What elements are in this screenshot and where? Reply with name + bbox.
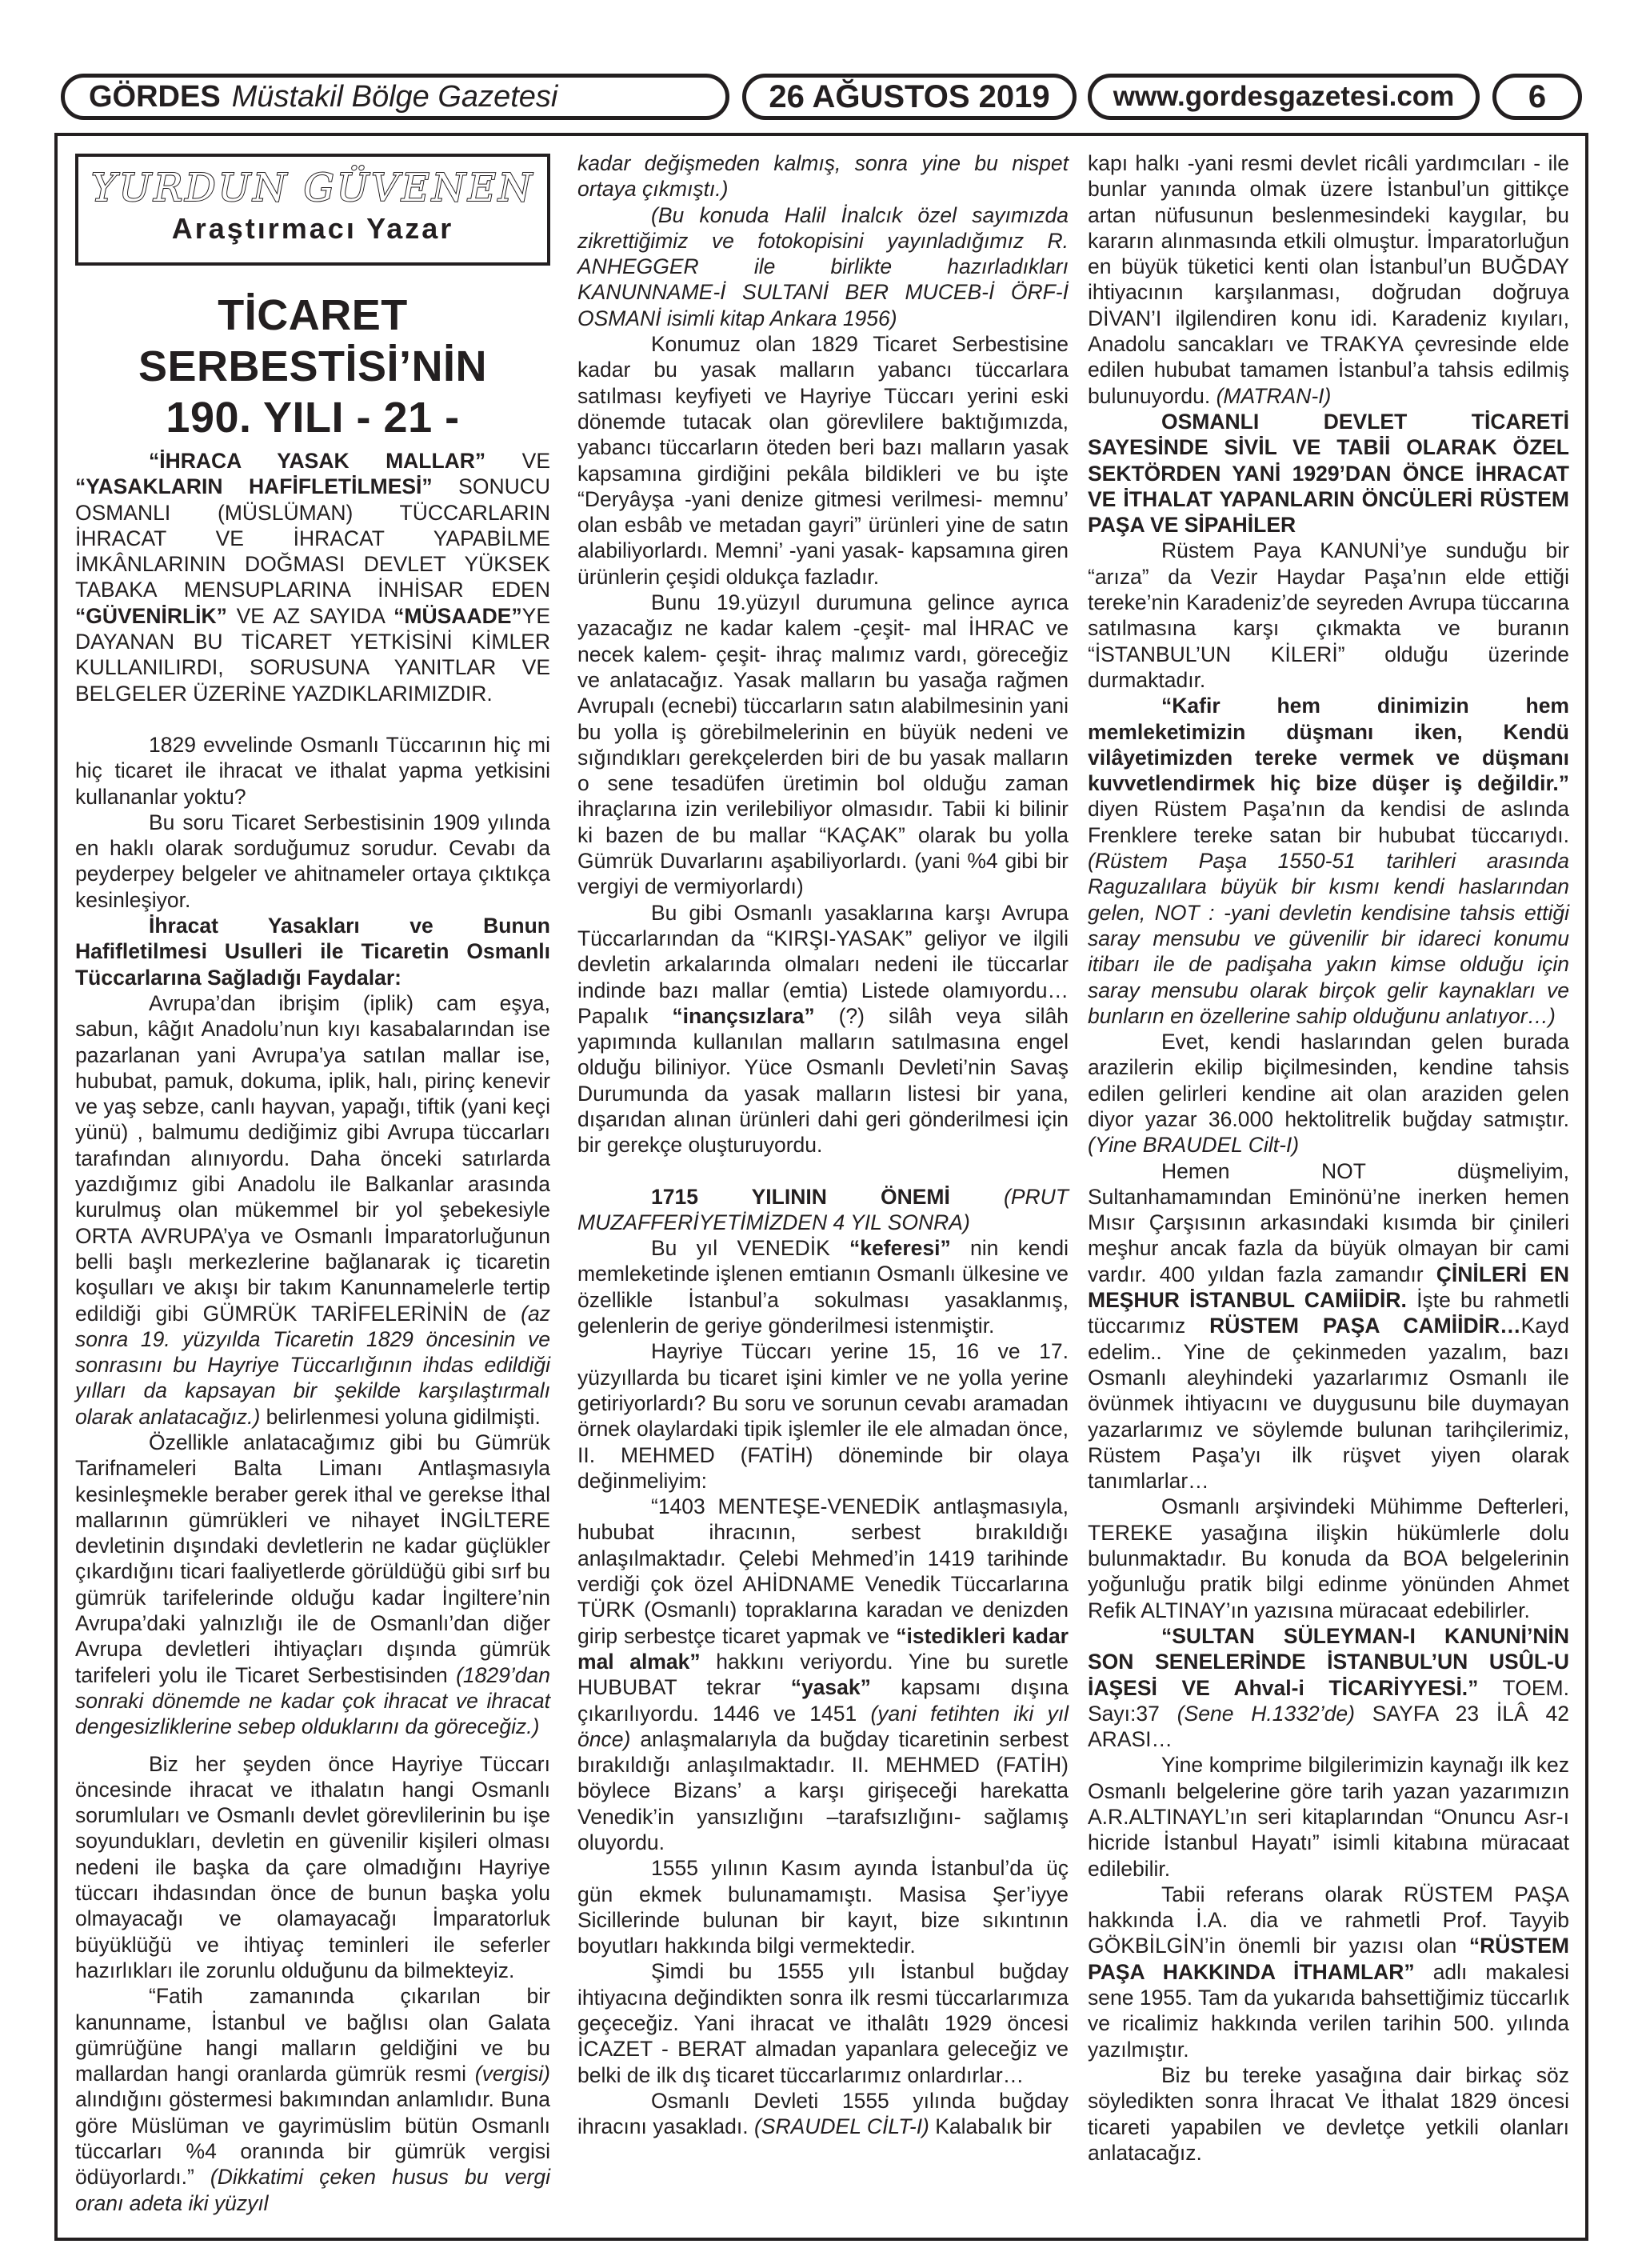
paragraph: [75, 1430, 550, 1740]
paragraph: [75, 1983, 550, 2216]
columnist-name: YURDUN GÜVENEN: [90, 166, 534, 210]
text-run: (yani fetihten iki yıl önce): [577, 1701, 1069, 1751]
text-run: Bu gibi Osmanlı yasaklarına karşı Avrupa Tüccarlarından da “KIRŞI-YASAK” geliyor ve ilgili devletin arkalarında olmaları nedeni ile tüccarlar indinde bazı mallar (emtia) Listede olamıyordu… Papalık: [577, 900, 1069, 1028]
text-run: kapsamı dışına çıkarılıyordu. 1446 ve 1451: [577, 1675, 1069, 1726]
text-run: (PRUT MUZAFFERİYETİMİZDEN 4 YIL SONRA): [577, 1184, 1069, 1234]
text-run: (Sene H.1332’de): [1177, 1701, 1355, 1726]
text-run: ÇİNİLERİ EN MEŞHUR İSTANBUL CAMİİDİR.: [1088, 1262, 1569, 1313]
text-run: (Rüstem Paşa 1550-51 tarihleri arasında Raguzalılara büyük bir kısmı kendi haslarından gelen, NOT : -yani devletin kendisine tahsis ettiği saray mensubu ve güvenilir bir idareci konumu itibarı ile de padişaha yakın kimse olduğu için saray mensubu olarak birçok gelir kaynakları ve bunların en özellerine sahip olduğunu anlatıyor…): [1088, 849, 1569, 1028]
text-run: hakkını veriyordu. Yine bu suretle HUBUBAT tekrar: [577, 1649, 1069, 1700]
section-heading: [577, 1184, 1069, 1236]
paragraph: [1088, 693, 1569, 1029]
intro-part: “GÜVENİRLİK”: [75, 603, 227, 628]
paragraph: [577, 1235, 1069, 1338]
text-run: “yasak”: [790, 1675, 871, 1700]
frame-bottom-rule: [54, 2238, 1588, 2241]
article-headline: [75, 290, 550, 443]
page-number-pill: [1492, 74, 1582, 120]
paragraph: Osmanlı arşivindeki Mühimme Defterleri, TEREKE yasağına ilişkin hükümlerle dolu bulunmaktadır. Bu konuda da BOA belgelerinin yoğunluğu pratik bilgi edinme yönünden Ahmet Refik ALTINAY’ın yazısına müracaat edebilirler.: [1088, 1494, 1569, 1622]
paragraph: 1555 yılının Kasım ayında İstanbul’da üç gün ekmek bulunamamıştı. Masisa Şer’iyye Sicillerinde bulunan bir kayıt, bize sıkıntının boyutları hakkında bilgi vermektedir.: [577, 1856, 1069, 1958]
paragraph: [1088, 150, 1569, 409]
text-run: RÜSTEM PAŞA CAMİİDİR…: [1209, 1314, 1521, 1338]
paragraph: Bunu 19.yüzyıl durumuna gelince ayrıca yazacağız ne kadar kalem -çeşit- mal İHRAC ve necek kalem- çeşit- ihraç malımız vardı, göreceğiz ve anlatacağız. Yasak malların bu yasağa rağmen Avrupalı (ecnebi) tüccarların satın alabilmesinin yani bu yolla iş görebilmelerinin en büyük nedeni ve sığındıkları gerekçelerden biri de bu yasak malların o sene tesadüfen üretimin bol olduğu zaman ihraçlarına izin verilebiliyor olmasıdır. Tabii ki bilinir ki bazen de bu mallar “KAÇAK” olarak bu yolla Gümrük Duvarlarını aşabiliyorlardı. (yani %4 gibi bir vergiyi de vermiyorlardı): [577, 590, 1069, 899]
text-run: (1829’dan sonraki dönemde ne kadar çok ihracat ve ihracat dengesizliklerine sebep olduklarını da göreceğiz.): [75, 1662, 550, 1739]
text-run: (?) silâh veya silâh yapımında kullanılan malların satılmasına engel olduğu biliniyor. Yüce Osmanlı Devleti’nin Savaş Durumunda da yasak malların listesi bir yana, dışarıdan alınan ürünleri dahi geri gönderilmesi için bir gerekçe oluşturuyordu.: [577, 1003, 1069, 1158]
frame-top-rule: [54, 133, 1588, 136]
paragraph: Bu soru Ticaret Serbestisinin 1909 yılında en haklı olarak sorduğumuz sorudur. Cevabı da peyderpey belgeler ve ahitnameler ortaya çıktıkça kesinleşiyor.: [75, 810, 550, 912]
frame-right-rule: [1585, 133, 1588, 2241]
text-run: “Fatih zamanında çıkarılan bir kanunname, İstanbul ve bağlısı olan Galata gümrüğüne hangi malların geldiğini ve bu mallardan hangi oranlarda gümrük resmi: [75, 1984, 550, 2086]
text-run: (az sonra 19. yüzyılda Ticaretin 1829 öncesinin ve sonrasını bu Hayriye Tüccarlığının ihdas edildiği yılları da kapsayan bir şekilde karşılaştırmalı olarak anlatacağız.): [75, 1301, 550, 1429]
text-run: Özellikle anlatacağımız gibi bu Gümrük Tarifnameleri Balta Limanı Antlaşmasıyla kesinleşmekle beraber gerek ithal ve gerekse İthal mallarının gümrükleri ve nihayet İNGİLTERE devletinin dışındaki devletlerin ne kadar güçlükler çıkardığını ticari faaliyetlerde görüldüğü gibi sırf bu gümrük tarifelerinde olduğu kadar İngiltere’nin Avrupa’daki yalnızlığı ile de Osmanlı’dan diğer Avrupa devletleri ihtiyaçları dışında gümrük tarifeleri yolu ile Ticaret Serbestisinden: [75, 1430, 550, 1687]
article-column-3: [1088, 150, 1569, 2166]
intro-part: “YASAKLARIN HAFİFLETİLMESİ”: [75, 474, 433, 499]
text-run: anlaşmalarıyla da buğday ticaretinin serbest bırakıldığı anlaşılmaktadır. II. MEHMED (FATİH) böylece Bizans’ a karşı girişeceği harekatta Venedik’in yansızlığını –tarafsızlığını- sağlamış oluyordu.: [577, 1726, 1069, 1854]
text-run: belirlenmesi yoluna gidilmişti.: [260, 1404, 541, 1429]
text-run: kapı halkı -yani resmi devlet ricâli yardımcıları - ile bunlar yanında olmak üzere İstanbul’un gittikçe artan nüfusunun beslenmesindeki kaygılar, bu kararın alınmasında etkili olmuştur. İmparatorluğun en büyük tüketici kenti olan İstanbul’un BUĞDAY ihtiyacının karşılanması, doğrudan doğruya DİVAN’I ilgilendiren konu idi. Karadeniz kıyıları, Anadolu sancakları ve TRAKYA çevresinde elde edilen hububat tamamen İstanbul’a tahsis edilmiş bulunuyordu.: [1088, 151, 1569, 408]
paragraph: [1088, 1029, 1569, 1158]
paragraph: kadar değişmeden kalmış, sonra yine bu nispet ortaya çıkmıştı.): [577, 151, 1069, 202]
paragraph: Biz her şeyden önce Hayriye Tüccarı öncesinde ihracat ve ithalatın hangi Osmanlı sorumluları ve Osmanlı devlet görevlilerinin bu işe soyundukları, devletin en güvenilir kişileri olması nedeni ile başka da çare olmadığını Hayriye tüccarı ihdasından önce de bunun başka yolu olmayacağı ve olamayacağı İmparatorluk büyüklüğü ve ihtiyaç teminleri ile seferler hazırlıkları ile zorunlu olduğunu da bilmekteyiz.: [75, 1751, 550, 1982]
intro-part: YE DAYANAN BU TİCARET YETKİSİNİ KİMLER KULLANILIRDI, SORUSUNA YANITLAR VE BELGELER ÜZERİNE YAZDIKLARIMIZDIR.: [75, 603, 550, 706]
text-run: nin kendi memleketinde işlenen emtianın Osmanlı ülkesine ve özellikle İstanbul’a sokulması yasaklanmış, gelenlerin de geriye gönderilmesi istenmiştir.: [577, 1236, 1069, 1338]
intro-part: VE AZ SAYIDA: [226, 603, 394, 628]
text-run: SAYFA 23 İLÂ 42 ARASI…: [1088, 1701, 1570, 1752]
text-run: TOEM. Sayı:37: [1088, 1675, 1569, 1726]
text-run: Hemen NOT düşmeliyim, Sultanhamamından Eminönü’ne inerken hemen Mısır Çarşısının arkasındaki kısımda bir çinileri meşhur ancak fazla da büyük olmayan bir cami vardır. 400 yıldan fazla zamandır: [1088, 1158, 1569, 1286]
quote: “Kafir hem dinimizin hem memleketimizin düşmanı iken, Kendü vilâyetimizden tereke vermek ve düşmanı kuvvetlendirmek hiç bize düşer iş değildir.”: [1088, 694, 1569, 796]
text-run: (vergisi): [474, 2062, 550, 2086]
frame-left-rule: [54, 133, 58, 2241]
text-run: “RÜSTEM PAŞA HAKKINDA İTHAMLAR”: [1088, 1934, 1569, 1984]
paragraph: [577, 900, 1069, 1158]
text-run: (MATRAN-I): [1216, 383, 1332, 408]
paragraph: Hayriye Tüccarı yerine 15, 16 ve 17. yüzyıllarda bu ticaret işini kimler ve ne yolla yerine getiriyorlardı? Bu soru ve sorunun cevabı aramadan örnek olaylardaki tipik işlemler ile ele almadan önce, II. MEHMED (FATİH) döneminde bir olaya değinmeliyim:: [577, 1339, 1069, 1493]
intro-part: “MÜSAADE”: [394, 603, 522, 628]
intro-part: “İHRACA YASAK MALLAR”: [149, 449, 486, 473]
paragraph: Yine komprime bilgilerimizin kaynağı ilk kez Osmanlı belgelerine göre tarih yazan yazarımızın A.R.ALTINAYL’ın seri kitaplarından “Onuncu Asr-ı hicride İstanbul Hayatı” isimli kitabına müracaat edilebilir.: [1088, 1753, 1569, 1881]
paper-subtitle: Müstakil Bölge Gazetesi: [231, 79, 558, 114]
paragraph: [1088, 1623, 1569, 1752]
paragraph: [1088, 1158, 1569, 1494]
text-run: Evet, kendi haslarından gelen burada arazilerin ekilip biçilmesinden, kendine tahsis edilen gelirleri kendine ait olan araziden gelen diyor yazar 36.000 hektolitrelik buğday satmıştır.: [1088, 1030, 1569, 1131]
paper-name: GÖRDES: [89, 79, 221, 114]
issue-date: 26 AĞUSTOS 2019: [769, 78, 1050, 114]
text-run: alındığını göstermesi bakımından anlamlıdır. Buna göre Müslüman ve gayrimüslim bütün Osmanlı tüccarları %4 oranında bir gümrük vergisi ödüyorlardı.”: [75, 2087, 550, 2190]
text-run: Tabii referans olarak RÜSTEM PAŞA hakkında İ.A. dia ve rahmetli Prof. Tayyib GÖKBİLGİN’in önemli bir yazısı olan: [1088, 1882, 1569, 1958]
text-run: diyen Rüstem Paşa’nın da kendisi de aslında Frenklere tereke satan bir hububat tüccarıydı.: [1088, 797, 1569, 847]
text-run: “SULTAN SÜLEYMAN-I KANUNİ’NİN SON SENELERİNDE İSTANBUL’UN USÛL-U İAŞESİ VE Ahval-i TİCARİYYESİ.”: [1088, 1623, 1569, 1700]
paragraph: [577, 2088, 1069, 2140]
paragraph: Şimdi bu 1555 yılı İstanbul buğday ihtiyacına değindikten sonra ilk resmi tüccarlarımıza geçeceğiz. Yani ihracat ve ithalâtı 1929 öncesi İCAZET - BERAT almadan yapanlara geleceğiz ve belki de ilk dış ticaret tüccarlarımız onlardırlar…: [577, 1959, 1069, 2087]
text-run: “inançsızlara”: [672, 1003, 815, 1028]
paragraph: Konumuz olan 1829 Ticaret Serbestisine kadar bu yasak malların yabancı tüccarlara satılması keyfiyeti ve Hayriye Tüccarı yerini eski dönemde tutacak olan görevlilere baktığımızda, yabancı tüccarların öteden beri bazı malların yasak kapsamına girdiğini pekâla bildikleri ve bu işte “Deryâyşa -yani denize gitmesi verilmesi- memnu’ olan esbâb ve metadan gayri” ürünleri yine de satın alabiliyorlardı. Memni’ -yani yasak- kapsamına giren ürünlerin çeşidi oldukça fazladır.: [577, 332, 1069, 589]
intro-part: VE: [485, 449, 550, 473]
text-run: “istedikleri kadar mal almak”: [577, 1623, 1069, 1674]
text-run: Osmanlı Devleti 1555 yılında buğday ihracını yasakladı.: [577, 2088, 1069, 2139]
headline-line-2: 190. YILI - 21 -: [166, 394, 460, 442]
intro-part: SONUCU OSMANLI (MÜSLÜMAN) TÜCCARLARIN İHRACAT VE İHRACAT YAPABİLME İMKÂNLARININ DOĞMASI DEVLET YÜKSEK TABAKA MENSUPLARINA İNHİSAR EDEN: [75, 474, 550, 602]
paragraph: [75, 990, 550, 1430]
text-run: Kayd edelim.. Yine de çekinmeden yazalım, bazı Osmanlı aleyhindeki yazarlarımız Osmanlı ile övünmek ihtiyacını ve duygusunu bile duymayan yazarlarımız ve söylemde bulunan tarihçilerimiz, Rüstem Paşa’yı ilk rüşvet yiyen olarak tanımlarlar…: [1088, 1314, 1570, 1494]
text-run: Kalabalık bir: [929, 2114, 1053, 2139]
subheading: İhracat Yasakları ve Bunun Hafifletilmesi Usulleri ile Ticaretin Osmanlı Tüccarlarına Sağladığı Faydalar:: [75, 914, 550, 990]
paragraph: [1088, 1882, 1569, 2062]
text-run: 1715 YILININ ÖNEMİ: [651, 1184, 950, 1209]
columnist-box: [75, 154, 550, 266]
text-run: (Yine BRAUDEL Cilt-I): [1088, 1133, 1300, 1158]
text-run: (Dikkatimi çeken husus bu vergi oranı adeta iki yüzyıl: [75, 2165, 550, 2215]
section-heading: OSMANLI DEVLET TİCARETİ SAYESİNDE SİVİL VE TABİİ OLARAK ÖZEL SEKTÖRDEN YANİ 1929’DAN ÖNCE İHRACAT VE İTHALAT YAPANLARIN ÖNCÜLERİ RÜSTEM PAŞA VE SİPAHİLER: [1088, 409, 1569, 538]
paper-name-pill: [61, 74, 729, 120]
text-run: adlı makalesi sene 1955. Tam da yukarıda bahsettiğimiz tüccarlık ve ricalimiz hakkında verilen tarihin 500. yılında yazılmıştır.: [1088, 1959, 1569, 2062]
text-run: Avrupa’dan ibrişim (iplik) cam eşya, sabun, kâğıt Anadolu’nun kıyı kasabalarından ise pazarlanan yani Avrupa’ya satılan mallar ise, hububat, pamuk, dokuma, iplik, halı, pirinç kenevir ve yaş sebze, canlı hayvan, yapağı, tiftik (yani keçi yünü) , balmumu dediğimiz gibi Avrupa tüccarları tarafından alınıyordu. Daha önceki satırlarda yazdığımız gibi Anadolu ile Balkanlar arasında kurulmuş olan mükemmel bir yol şebekesiyle ORTA AVRUPA’ya ve Osmanlı İmparatorluğunun belli başlı merkezlerine bağlanarak iç ticaretin koşulları ve akışı bir takım Kanunnamelerle tertip edildiği gibi GÜMRÜK TARİFELERİNİN de: [75, 990, 550, 1326]
paragraph: (Bu konuda Halil İnalcık özel sayımızda zikrettiğimiz ve fotokopisini yayınladığımız R. ANHEGGER ile birlikte hazırladıkları KANUNNAME-İ SULTANİ BER MUCEB-İ ÖRF-İ OSMANİ isimli kitap Ankara 1956): [577, 202, 1069, 330]
website-link[interactable]: www.gordesgazetesi.com: [1113, 81, 1455, 112]
columnist-role: Araştırmacı Yazar: [171, 212, 454, 245]
text-run: İşte bu rahmetli tüccarımız: [1088, 1288, 1570, 1338]
website-pill: [1088, 74, 1480, 120]
headline-line-1: TİCARET SERBESTİSİ’NİN: [138, 291, 488, 390]
page-number: 6: [1528, 78, 1547, 114]
issue-date-pill: [742, 74, 1077, 120]
text-run: “1403 MENTEŞE-VENEDİK antlaşmasıyla, hububat ihracının, serbest bırakıldığı anlaşılmaktadır. Çelebi Mehmed’in 1419 tarihinde verdiği çok özel AHİDNAME Venedik Tüccarlarına TÜRK (Osmanlı) topraklarına karadan ve denizden girip serbestçe ticaret yapmak ve: [577, 1494, 1069, 1648]
paragraph: Rüstem Paya KANUNİ’ye sunduğu bir “arıza” da Vezir Haydar Paşa’nın elde ettiği tereke’nin Karadeniz’de seyreden Avrupa tüccarına satılmasına karşı çıkmakta ve buranın “İSTANBUL’UN KİLERİ” olduğu üzerinde durmaktadır.: [1088, 538, 1569, 692]
paragraph: [577, 1494, 1069, 1855]
article-column-1: [75, 150, 550, 2216]
text-run: “keferesi”: [849, 1236, 951, 1261]
article-intro: [75, 448, 550, 706]
text-run: Bu yıl VENEDİK: [651, 1236, 850, 1261]
paragraph: 1829 evvelinde Osmanlı Tüccarının hiç mi hiç ticaret ile ihracat ve ithalat yapma yetkisini kullananlar yoktu?: [75, 732, 550, 809]
article-column-2: [577, 150, 1069, 2140]
text-run: (SRAUDEL CİLT-I): [753, 2114, 929, 2139]
paragraph: Biz bu tereke yasağına dair birkaç söz söyledikten sonra İhracat Ve İthalat 1829 öncesi ticareti yapabilen ve devletçe yetkili olanları anlatacağız.: [1088, 2062, 1569, 2165]
